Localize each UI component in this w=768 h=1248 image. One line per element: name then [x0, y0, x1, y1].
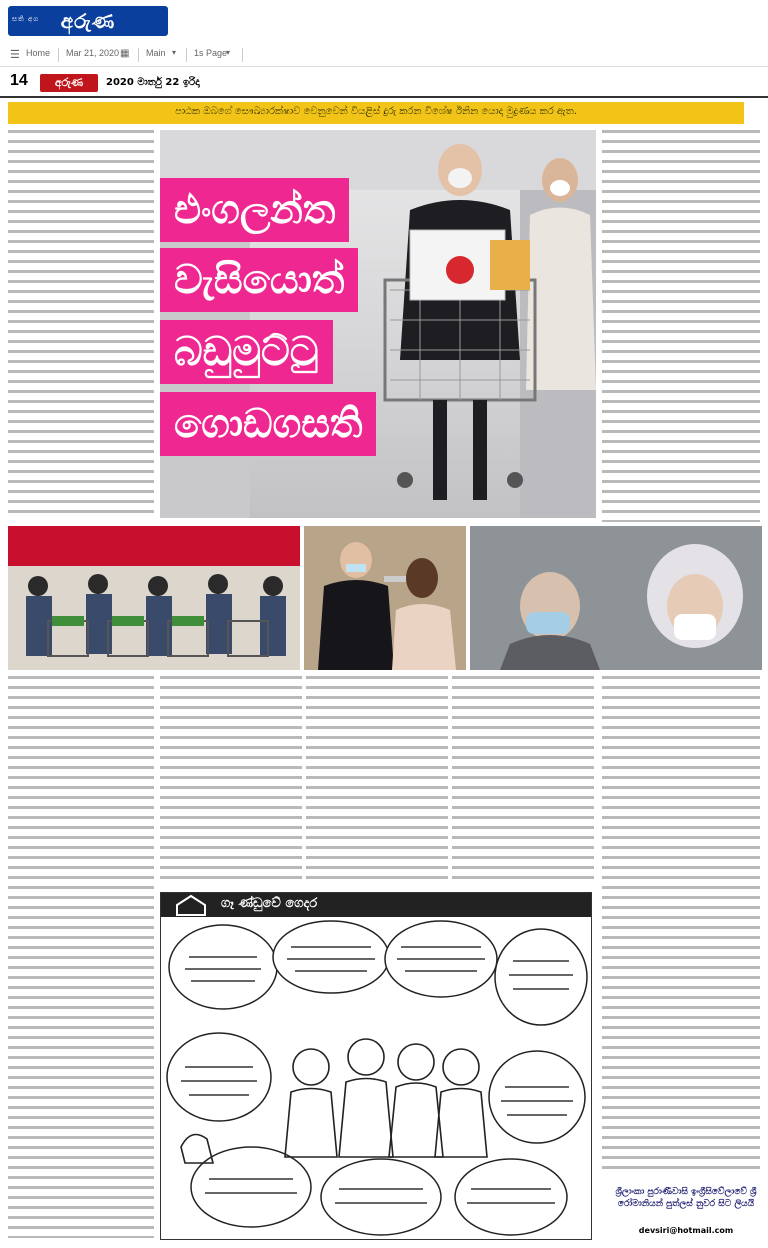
photo-masked-women — [470, 526, 762, 670]
notice-banner — [8, 102, 744, 124]
author-byline — [612, 1186, 760, 1226]
photo-shoppers — [8, 526, 300, 670]
body-text-lines — [160, 676, 302, 884]
masked-women-illustration — [470, 526, 762, 670]
article-column-lower-1 — [8, 676, 154, 1238]
cartoon-panel — [160, 892, 592, 1240]
hero-photo — [160, 130, 596, 518]
viewer-toolbar — [0, 44, 768, 67]
body-text-lines — [602, 676, 760, 1176]
home-link[interactable]: Home — [26, 48, 51, 58]
cartoon-title: ගෑ ණ්ඩුවේ ගෙදර — [221, 896, 318, 911]
logo-text: අරුණ — [60, 9, 116, 33]
article-column-lower-5 — [602, 676, 760, 1176]
body-text-lines — [306, 676, 448, 884]
body-text-lines — [452, 676, 594, 884]
body-text-lines — [602, 130, 760, 522]
headline-line-2: වැසියොත් — [160, 248, 358, 312]
notice-text: පාඨක ඔබගේ සෞඛ්‍යාරක්ෂාව වෙනුවෙන් වියළිස් දුරු කරන විශේෂ ඊනින යොදා මුද්‍රණය කර ඇත. — [175, 106, 577, 117]
article-column-left — [8, 130, 154, 516]
logo-subtitle: සති අග — [12, 15, 40, 23]
headline-line-1: එංගලන්ත — [160, 178, 349, 242]
page-number: 14 — [10, 72, 28, 89]
page-header — [0, 72, 768, 98]
section-selector[interactable]: Main — [146, 48, 166, 58]
page-logo: අරුණ — [40, 74, 98, 92]
author-email[interactable]: devsiri@hotmail.com — [638, 1226, 734, 1235]
page-date: 2020 මාර්තු 22 ඉරිදා — [106, 77, 200, 88]
article-column-lower-2 — [160, 676, 302, 884]
body-text-lines — [8, 676, 154, 1238]
house-icon — [171, 893, 211, 917]
chevron-down-icon[interactable]: ▾ — [226, 48, 231, 57]
issue-date[interactable]: Mar 21, 2020 — [66, 48, 120, 58]
byline-text: ශ්‍රීලාංකා පුරාණීවාසි ඉංග්‍රීසිවේලාවේ ශ්‍රී රෝමානියන් පුත්ලස් නුවර සිට ලියයි — [615, 1187, 757, 1209]
shoppers-illustration — [8, 526, 300, 670]
photo-temperature-check — [304, 526, 466, 670]
menu-icon[interactable]: ☰ — [10, 49, 20, 61]
page-selector[interactable]: 1s Page — [194, 48, 228, 58]
headline-line-4: ගොඩගසති — [160, 392, 376, 456]
headline-line-3: බඩුමුට්ටු — [160, 320, 333, 384]
article-column-lower-3 — [306, 676, 448, 884]
cartoon-illustration — [161, 917, 591, 1239]
article-column-right — [602, 130, 760, 522]
body-text-lines — [8, 130, 154, 516]
article-column-lower-4 — [452, 676, 594, 884]
cartoon-title-bar — [161, 893, 591, 917]
newspaper-logo[interactable] — [8, 6, 168, 36]
temperature-check-illustration — [304, 526, 466, 670]
calendar-icon[interactable]: ▦ — [120, 48, 130, 59]
masthead — [0, 0, 768, 40]
chevron-down-icon[interactable]: ▾ — [172, 48, 177, 57]
